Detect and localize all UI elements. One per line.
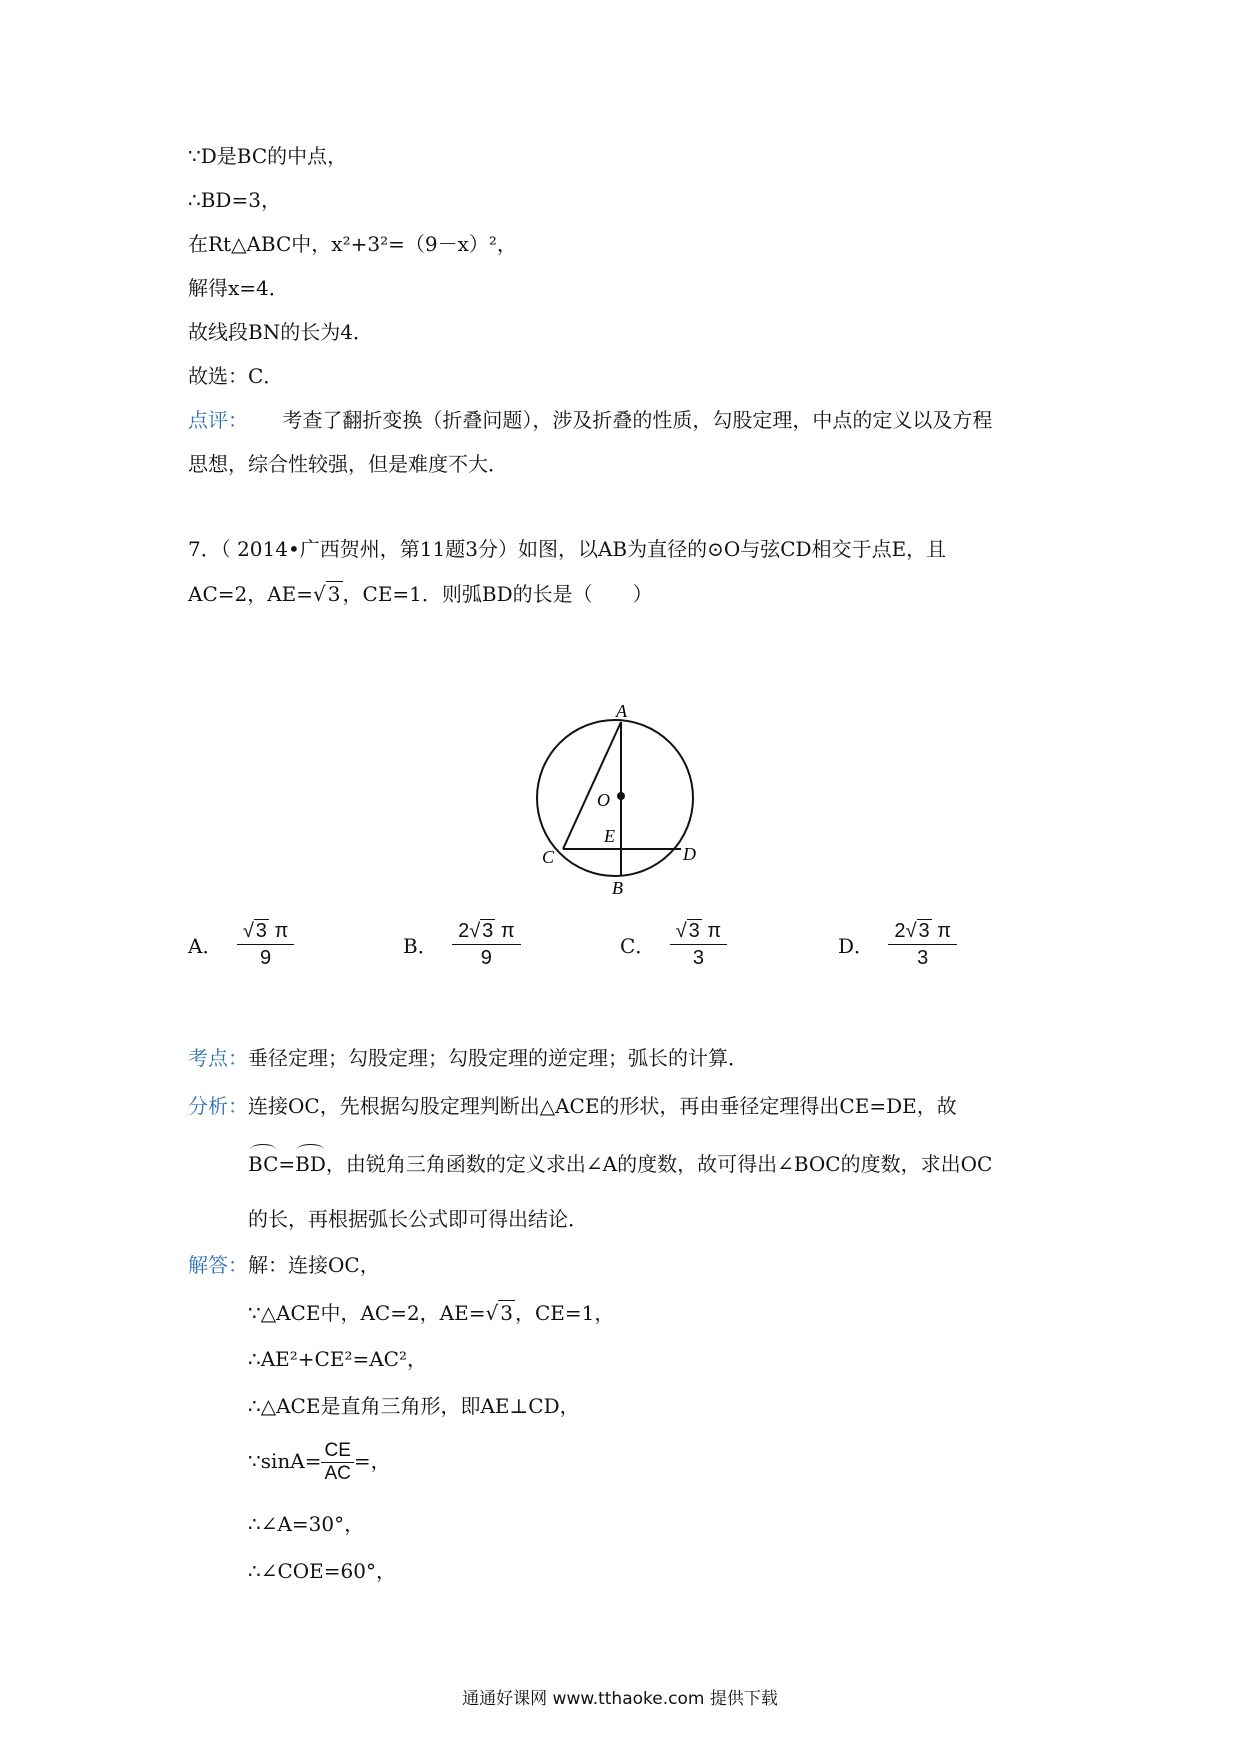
option-c[interactable] (620, 918, 727, 971)
jieda-line (188, 1251, 380, 1279)
radicand: 3 (327, 582, 341, 606)
text-line: ∵D是BC的中点， (188, 144, 348, 168)
option-fraction: $\frac{2√ 3 \pi}{3}$ (888, 918, 957, 971)
footer-watermark: 通通好课网 www.tthaoke.com 提供下载 (462, 1689, 778, 1709)
equals-sign: = (278, 1152, 296, 1176)
text-line: 故选：C． (188, 364, 284, 388)
fenxi-text: ，由锐角三角函数的定义求出∠A的度数，故可得出∠BOC的度数，求出OC (325, 1152, 993, 1176)
option-a[interactable] (188, 918, 294, 971)
option-fraction: $\frac{√ 3 \pi}{3}$ (670, 918, 727, 971)
kaodian-text: 垂径定理；勾股定理；勾股定理的逆定理；弧长的计算． (248, 1046, 748, 1070)
jieda-text: 解：连接OC， (248, 1253, 380, 1277)
option-label: A． (188, 934, 223, 958)
review-text: 考查了翻折变换（折叠问题），涉及折叠的性质，勾股定理，中点的定义以及方程 (282, 408, 993, 432)
question-line-2 (188, 580, 653, 608)
circle-o (537, 720, 693, 876)
label-d: D (683, 844, 696, 864)
label-c: C (542, 847, 555, 867)
arc-bc: BC (248, 1152, 279, 1176)
option-label: D． (838, 934, 875, 958)
fenxi-label: 分析： (188, 1094, 248, 1118)
text-line: 解得x=4． (188, 276, 289, 300)
fenxi-line-3: 的长，再根据弧长公式即可得出结论． (248, 1207, 588, 1231)
label-e: E (604, 826, 615, 846)
jieda-step-5: ∴∠A=30°， (248, 1512, 365, 1536)
jieda-step-6: ∴∠COE=60°， (248, 1559, 396, 1583)
option-d[interactable] (838, 918, 957, 971)
text-line: 故线段BN的长为4． (188, 320, 373, 344)
fenxi-line (188, 1092, 957, 1120)
label-a: A (616, 701, 627, 721)
fenxi-line-2 (248, 1150, 992, 1178)
option-label: B． (403, 934, 438, 958)
fenxi-text: 连接OC，先根据勾股定理判断出△ACE的形状，再由垂径定理得出CE=DE，故 (248, 1094, 957, 1118)
review-line (188, 406, 992, 434)
jieda-label: 解答： (188, 1253, 248, 1277)
question-text: AC=2，AE= (188, 582, 314, 606)
center-dot (617, 792, 625, 800)
review-label: 点评： (188, 408, 248, 432)
jieda-step-4: ∵sinA= $\frac{CE}{AC}$ =， (248, 1440, 391, 1484)
option-label: C． (620, 934, 656, 958)
jieda-step-2: ∴AE²+CE²=AC²， (248, 1347, 427, 1371)
label-b: B (612, 878, 623, 898)
option-b[interactable] (403, 918, 521, 971)
question-text: ，CE=1．则弧BD的长是（ ） (342, 582, 653, 606)
kaodian-label: 考点： (188, 1046, 248, 1070)
jieda-step-1: ∵△ACE中，AC=2，AE=√ 3 ，CE=1， (248, 1301, 615, 1325)
arc-bd: BD (295, 1152, 326, 1176)
kaodian-line (188, 1044, 748, 1072)
option-fraction: $\frac{√ 3 \pi}{9}$ (237, 918, 294, 971)
text-line: ∴BD=3， (188, 188, 281, 212)
text-line: 在Rt△ABC中，x²+3²=（9－x）²， (188, 232, 517, 256)
option-fraction: $\frac{2√ 3 \pi}{9}$ (452, 918, 521, 971)
jieda-step-3: ∴△ACE是直角三角形，即AE⊥CD， (248, 1394, 580, 1418)
label-o: O (597, 790, 610, 810)
circle-figure (520, 700, 760, 900)
review-text-2: 思想，综合性较强，但是难度不大． (188, 452, 508, 476)
question-line-1: 7．（ 2014•广西贺州，第11题3分）如图，以AB为直径的⊙O与弦CD相交于点E，且 (188, 537, 947, 561)
sqrt-expression: √ 3 (313, 582, 341, 606)
